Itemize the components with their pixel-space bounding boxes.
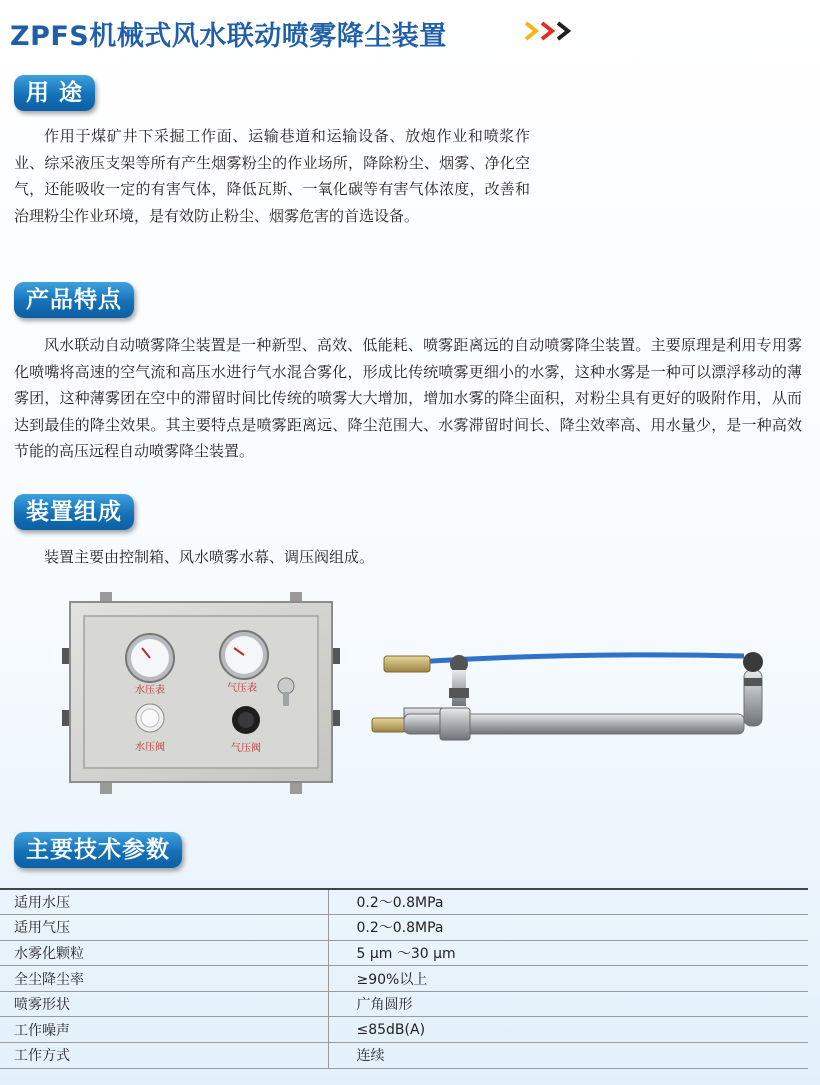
spec-name: 适用气压 <box>0 915 328 941</box>
spec-value: 广角圆形 <box>328 991 808 1017</box>
control-box <box>62 592 340 794</box>
table-row <box>0 889 808 915</box>
features-paragraph: 风水联动自动喷雾降尘装置是一种新型、高效、低能耗、喷雾距离远的自动喷雾降尘装置。主要原理是利用专用雾化喷嘴将高速的空气流和高压水进行气水混合雾化，形成比传统喷雾更细小的水雾，这种水雾是一种可以漂浮移动的薄雾团，这种薄雾团在空中的滞留时间比传统的喷雾大大增加，增加水雾的降尘面积，对粉尘具有更好的吸附作用，从而达到最佳的降尘效果。其主要特点是喷雾距离远、降尘范围大、水雾滞留时间长、降尘效率高、用水量少，是一种高效节能的高压远程自动喷雾降尘装置。 <box>14 336 802 460</box>
spec-name: 工作噪声 <box>0 1017 328 1043</box>
table-row <box>0 940 808 966</box>
water-gauge-label: 水压表 <box>135 685 165 696</box>
table-row <box>0 966 808 992</box>
device-photo <box>54 580 774 805</box>
air-valve-icon <box>232 706 260 734</box>
air-gauge-icon <box>220 631 268 679</box>
table-row <box>0 991 808 1017</box>
spec-value: 5 μm ～30 μm <box>328 940 808 966</box>
spec-name: 工作方式 <box>0 1043 328 1069</box>
water-gauge-icon <box>126 634 174 682</box>
air-valve-label: 气压阀 <box>231 743 261 754</box>
table-row <box>0 1017 808 1043</box>
spec-value: ≤85dB(A) <box>328 1017 808 1043</box>
section-heading-usage: 用 途 <box>14 75 95 111</box>
spec-table <box>0 888 808 1069</box>
composition-text: 装置主要由控制箱、风水喷雾水幕、调压阀组成。 <box>44 548 375 566</box>
usage-paragraph: 作用于煤矿井下采掘工作面、运输巷道和运输设备、放炮作业和喷浆作业、综采液压支架等所有产生烟雾粉尘的作业场所，降除粉尘、烟雾、净化空气，还能吸收一定的有害气体，降低瓦斯、一氧化碳等有害气体浓度，改善和治理粉尘作业环境，是有效防止粉尘、烟雾危害的首选设备。 <box>14 127 530 225</box>
section-heading-features: 产品特点 <box>14 282 134 318</box>
water-valve-icon <box>136 704 164 732</box>
spec-value: 0.2～0.8MPa <box>328 915 808 941</box>
section-heading-specs: 主要技术参数 <box>14 832 182 868</box>
table-row <box>0 915 808 941</box>
spec-value: 0.2～0.8MPa <box>328 889 808 915</box>
table-row <box>0 1043 808 1069</box>
spec-name: 适用水压 <box>0 889 328 915</box>
spec-name: 喷雾形状 <box>0 991 328 1017</box>
section-heading-composition: 装置组成 <box>14 494 134 530</box>
water-valve-label: 水压阀 <box>135 742 165 753</box>
spec-value: 连续 <box>328 1043 808 1069</box>
spec-name: 水雾化颗粒 <box>0 940 328 966</box>
spray-pipe-assembly <box>372 652 763 740</box>
spec-name: 全尘降尘率 <box>0 966 328 992</box>
page-title: ZPFS机械式风水联动喷雾降尘装置 <box>10 21 447 52</box>
spec-value: ≥90%以上 <box>328 966 808 992</box>
chevron-right-icon <box>524 19 576 43</box>
air-gauge-label: 气压表 <box>227 683 257 694</box>
